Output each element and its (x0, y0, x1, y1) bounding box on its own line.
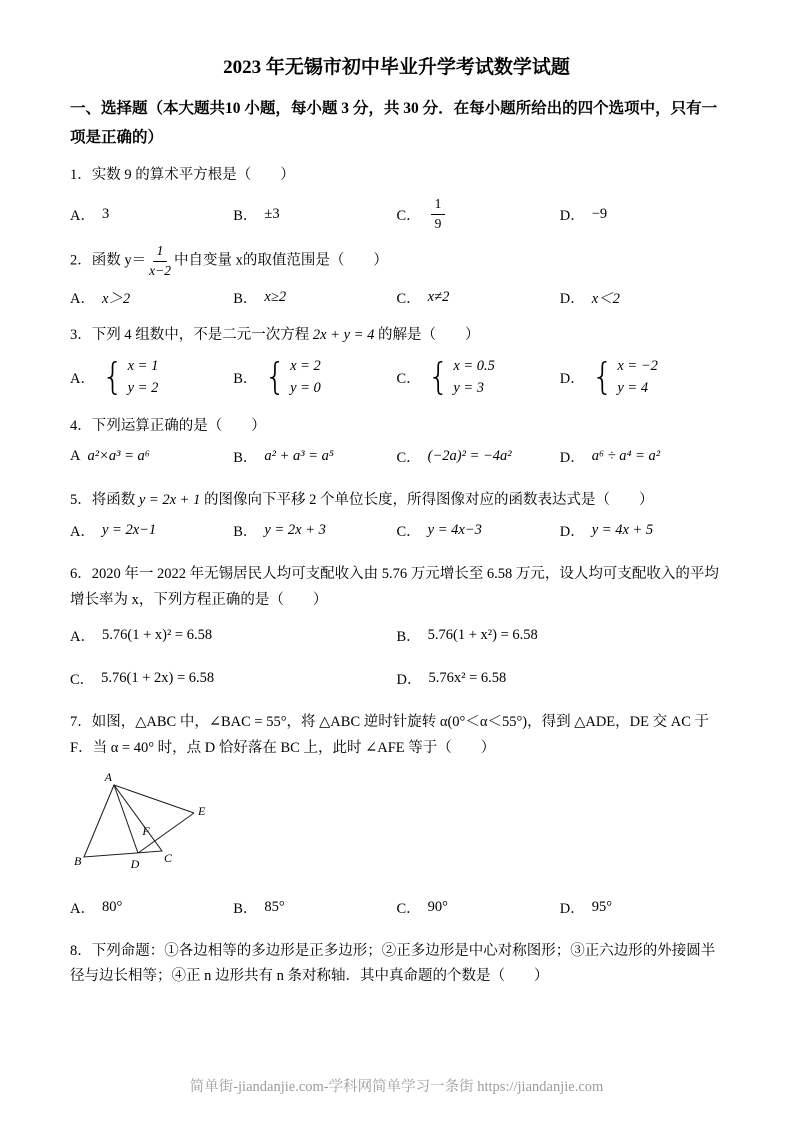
question-2-option-a (70, 287, 233, 308)
question-1-option-b (233, 204, 396, 225)
question-3-stem (70, 323, 723, 348)
question-4 (70, 414, 723, 467)
question-1-option-a (70, 204, 233, 225)
option-text: y = 2x + 3 (264, 522, 326, 539)
question-3-option-d (560, 356, 723, 399)
question-6-option-b (397, 625, 724, 646)
question-4-stem: 4．下列运算正确的是（ ） (70, 417, 266, 434)
question-3-option-c (397, 356, 560, 399)
equation-2: y = 4 (617, 379, 649, 396)
question-2-stem (70, 243, 723, 280)
question-1-option-d (560, 204, 723, 225)
system-brace: { (591, 355, 614, 399)
fraction-denominator: 9 (434, 215, 442, 231)
question-4-option-c (397, 446, 560, 467)
question-6-stem: 6．2020 年一 2022 年无锡居民人均可支配收入由 5.76 万元增长至 6.58 万元，设人均可支配收入的平均增长率为 x，下列方程正确的是（ ） (70, 566, 719, 608)
question-1-stem: 1．实数 9 的算术平方根是（ ） (70, 167, 295, 184)
option-label: D． (559, 207, 585, 224)
question-2-option-c (397, 287, 560, 308)
option-label: B． (233, 207, 258, 224)
figure-label-e: E (198, 803, 206, 818)
question-6 (70, 562, 723, 689)
triangle-rotation-figure (72, 771, 232, 885)
question-2-option-b (233, 287, 396, 308)
question-4-option-b (233, 446, 396, 467)
question-7-option-d (560, 897, 723, 918)
option-text: ±3 (264, 205, 280, 222)
option-label: A． (70, 370, 95, 387)
question-2-option-d (560, 287, 723, 308)
question-7-stem: 7．如图，△ABC 中，∠BAC = 55°，将 △ABC 逆时针旋转 α(0°＜α＜55°)，得到 △ADE，DE 交 AC 于 F．当 α = 40° 时，点 D 恰好落在 BC 上，此时 ∠AFE 等于（ ） (70, 714, 709, 756)
option-text: x＜2 (591, 291, 620, 308)
question-2 (70, 243, 723, 308)
option-text: 5.76(1 + 2x) = 6.58 (101, 670, 215, 687)
option-label: C． (396, 524, 421, 541)
stem-text: 5．将函数 (70, 492, 139, 508)
option-label: A． (70, 207, 95, 224)
figure-label-b: B (74, 853, 82, 868)
fraction-numerator: 1 (153, 243, 168, 262)
equation-2: y = 3 (453, 379, 485, 396)
figure-label-c: C (164, 850, 173, 865)
question-3-option-b (233, 356, 396, 399)
question-2-options (70, 287, 723, 308)
equation-system (617, 356, 658, 399)
option-label: B． (233, 524, 258, 541)
stem-math: 2x + y = 4 (312, 327, 375, 344)
watermark-footer: 简单街-jiandanjie.com-学科网简单学习一条街 https://jiandanjie.com (189, 1079, 604, 1095)
fraction-denominator: x−2 (149, 263, 171, 279)
option-text: 5.76(1 + x²) = 6.58 (427, 627, 538, 644)
stem-text: 3．下列 4 组数中，不是二元一次方程 (70, 327, 313, 344)
equation-system (128, 356, 159, 399)
question-6-option-a (70, 625, 397, 646)
stem-text: 的解是（ ） (374, 327, 480, 344)
question-7-option-c (397, 897, 560, 918)
figure-label-f: F (142, 823, 150, 838)
figure-edge-ad (114, 785, 138, 853)
equation-2: y = 0 (290, 379, 321, 396)
equation-2: y = 2 (127, 379, 159, 396)
system-brace: { (101, 355, 124, 399)
question-7-option-b (233, 897, 396, 918)
option-text: a²×a³ = a⁶ (87, 448, 150, 464)
option-label: C． (396, 370, 421, 387)
question-5-option-a (70, 520, 233, 541)
question-1-option-c (397, 196, 560, 233)
option-text: y = 4x + 5 (591, 522, 654, 539)
page-title: 2023 年无锡市初中毕业升学考试数学试题 (223, 57, 570, 78)
question-6-option-d (397, 668, 724, 689)
option-label: C． (396, 207, 421, 224)
question-3-option-a (70, 356, 233, 399)
equation-1: x = −2 (617, 357, 658, 374)
option-label: B． (233, 370, 258, 387)
question-7-options (70, 897, 723, 918)
question-4-options (70, 446, 723, 467)
option-text: (−2a)² = −4a² (427, 448, 512, 464)
question-1-options (70, 196, 723, 233)
question-5-stem (70, 488, 723, 513)
question-5-option-d (560, 520, 723, 541)
stem-text: 2．函数 y＝ (70, 253, 147, 270)
option-label: B． (233, 291, 258, 308)
option-text: a² + a³ = a⁵ (264, 448, 334, 464)
question-6-option-c (70, 668, 397, 689)
section-heading: 一、选择题（本大题共10 小题，每小题 3 分，共 30 分．在每小题所给出的四个选项中，只有一项是正确的） (70, 100, 718, 146)
option-label: A． (70, 629, 95, 646)
equation-1: x = 0.5 (453, 357, 495, 374)
option-text: 95° (591, 898, 613, 915)
option-label: D． (559, 291, 585, 308)
fraction (431, 196, 446, 233)
fraction-numerator: 1 (431, 196, 446, 215)
option-label: B． (396, 629, 421, 646)
question-4-option-d (560, 446, 723, 467)
equation-system (290, 356, 321, 399)
option-label: A． (70, 524, 95, 541)
option-label: B． (233, 900, 258, 917)
figure-label-a: A (104, 770, 112, 784)
option-label: D． (559, 450, 585, 466)
option-label: D． (559, 370, 585, 387)
question-5-option-c (397, 520, 560, 541)
equation-1: x = 2 (290, 357, 321, 374)
figure-label-d: D (130, 856, 140, 871)
stem-math: y = 2x + 1 (138, 492, 201, 508)
option-text: 90° (427, 898, 448, 915)
system-brace: { (427, 355, 450, 399)
stem-text: 中自变量 x的取值范围是（ ） (173, 253, 388, 270)
question-5 (70, 488, 723, 541)
option-text: −9 (591, 205, 608, 222)
option-text: y = 4x−3 (427, 522, 482, 539)
question-7 (70, 710, 723, 918)
option-text: x≠2 (427, 289, 450, 306)
stem-text: 的图像向下平移 2 个单位长度，所得图像对应的函数表达式是（ ） (200, 492, 654, 508)
question-8-stem: 8．下列命题：①各边相等的多边形是正多边形；②正多边形是中心对称图形；③正六边形的外接圆半径与边长相等；④正 n 边形共有 n 条对称轴．其中真命题的个数是（ ） (70, 942, 716, 985)
option-label: D． (559, 900, 585, 917)
option-text: 5.76x² = 6.58 (428, 670, 507, 687)
question-8 (70, 939, 723, 990)
question-4-option-a (70, 448, 233, 465)
fraction (149, 243, 171, 280)
question-5-option-b (233, 520, 396, 541)
option-label: A． (70, 291, 95, 308)
question-5-options (70, 520, 723, 541)
option-text: y = 2x−1 (101, 522, 157, 539)
option-label: B． (233, 450, 258, 466)
figure-edge-triangle-abc (84, 785, 162, 857)
option-label: C． (396, 450, 421, 466)
option-text: 85° (264, 898, 285, 915)
option-text: x≥2 (264, 289, 287, 306)
option-label: C． (70, 672, 95, 689)
figure-edge-ae (114, 785, 194, 813)
option-label: D． (559, 524, 585, 541)
system-brace: { (264, 355, 287, 399)
option-label: C． (396, 291, 421, 308)
option-label: C． (396, 900, 421, 917)
question-7-option-a (70, 897, 233, 918)
question-3-options (70, 356, 723, 399)
option-text: 5.76(1 + x)² = 6.58 (101, 627, 213, 644)
question-6-options (70, 625, 723, 689)
option-label: A． (70, 900, 95, 917)
option-text: 3 (101, 205, 110, 222)
option-text: 80° (101, 898, 123, 915)
question-3 (70, 323, 723, 398)
option-text: x＞2 (101, 291, 131, 308)
equation-1: x = 1 (127, 357, 159, 374)
equation-system (453, 356, 495, 399)
option-text: a⁶ ÷ a⁴ = a² (591, 448, 661, 464)
question-1 (70, 163, 723, 232)
option-label: D． (396, 672, 422, 689)
option-label: A (70, 448, 81, 464)
